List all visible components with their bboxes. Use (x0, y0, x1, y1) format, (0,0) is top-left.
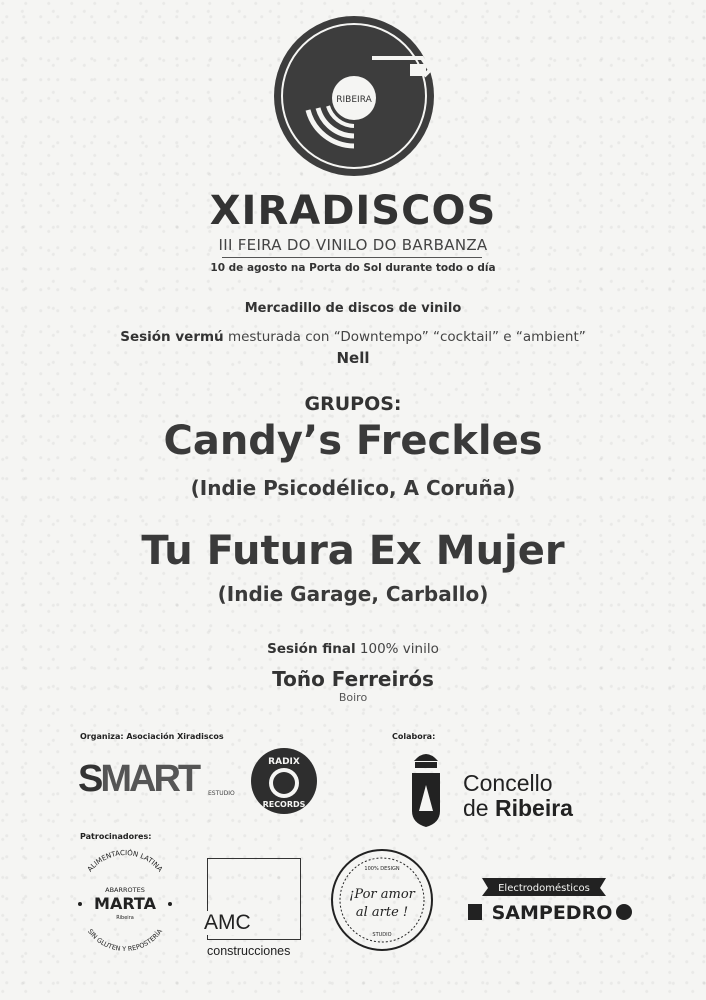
svg-text:100% DESIGN: 100% DESIGN (364, 866, 400, 872)
event-subtitle: III FEIRA DO VINILO DO BARBANZA (218, 236, 488, 254)
final-session-line (0, 641, 706, 657)
svg-text:RADIX: RADIX (268, 757, 300, 767)
svg-text:¡Por amor: ¡Por amor (349, 887, 415, 902)
concello-name: Concello (463, 770, 553, 796)
smart-estudio-logo: SMART (78, 758, 199, 800)
vinyl-record-logo (272, 14, 436, 180)
concello-place: de Ribeira (463, 795, 573, 821)
logo-label: RIBEIRA (336, 95, 372, 105)
radix-records-logo (250, 747, 318, 815)
final-session-label: Sesión final (267, 641, 356, 657)
smart-estudio-sub: ESTUDIO (208, 790, 235, 797)
svg-text:ABARROTES: ABARROTES (105, 886, 145, 894)
organiza-label: Organiza: Asociación Xiradiscos (80, 732, 224, 741)
por-amor-al-arte-logo (330, 848, 434, 952)
event-date: 10 de agosto na Porta do Sol durante todo o día (210, 262, 496, 274)
final-dj: Toño Ferreirós (272, 667, 434, 691)
ribeira-coat-of-arms (410, 745, 442, 829)
band-info: (Indie Psicodélico, A Coruña) (190, 476, 516, 500)
amc-logo-name: AMC (201, 911, 254, 935)
abarrotes-marta-logo (68, 846, 182, 956)
vermu-line (0, 329, 706, 345)
colabora-label: Colabora: (392, 732, 436, 741)
band-name: Candy’s Freckles (163, 418, 543, 464)
sampedro-logo (466, 874, 634, 926)
svg-text:STUDIO: STUDIO (372, 932, 392, 938)
vermu-description: mesturada con “Downtempo” “cocktail” e “ambient” (223, 329, 586, 345)
market-line: Mercadillo de discos de vinilo (244, 301, 462, 316)
svg-text:ALIMENTACIÓN LATINA: ALIMENTACIÓN LATINA (85, 848, 165, 874)
patrocinadores-label: Patrocinadores: (80, 832, 152, 841)
amc-logo-sub: construcciones (207, 944, 291, 958)
svg-text:SAMPEDRO: SAMPEDRO (491, 902, 613, 924)
vermu-dj: Nell (336, 349, 370, 367)
groups-heading: GRUPOS: (304, 393, 402, 415)
svg-text:Ribeira: Ribeira (116, 915, 134, 921)
event-title: XIRADISCOS (209, 188, 497, 234)
svg-text:al arte !: al arte ! (355, 905, 409, 920)
final-dj-place: Boiro (338, 691, 368, 704)
svg-text:RECORDS: RECORDS (262, 800, 306, 809)
vermu-label: Sesión vermú (120, 329, 224, 345)
svg-text:SIN GLUTEN Y REPOSTERÍA: SIN GLUTEN Y REPOSTERÍA (85, 927, 165, 954)
divider (222, 257, 482, 258)
final-session-description: 100% vinilo (355, 641, 439, 657)
band-info: (Indie Garage, Carballo) (217, 582, 489, 606)
svg-text:Electrodomésticos: Electrodomésticos (498, 883, 590, 894)
band-name: Tu Futura Ex Mujer (141, 528, 565, 574)
svg-text:MARTA: MARTA (94, 894, 156, 913)
